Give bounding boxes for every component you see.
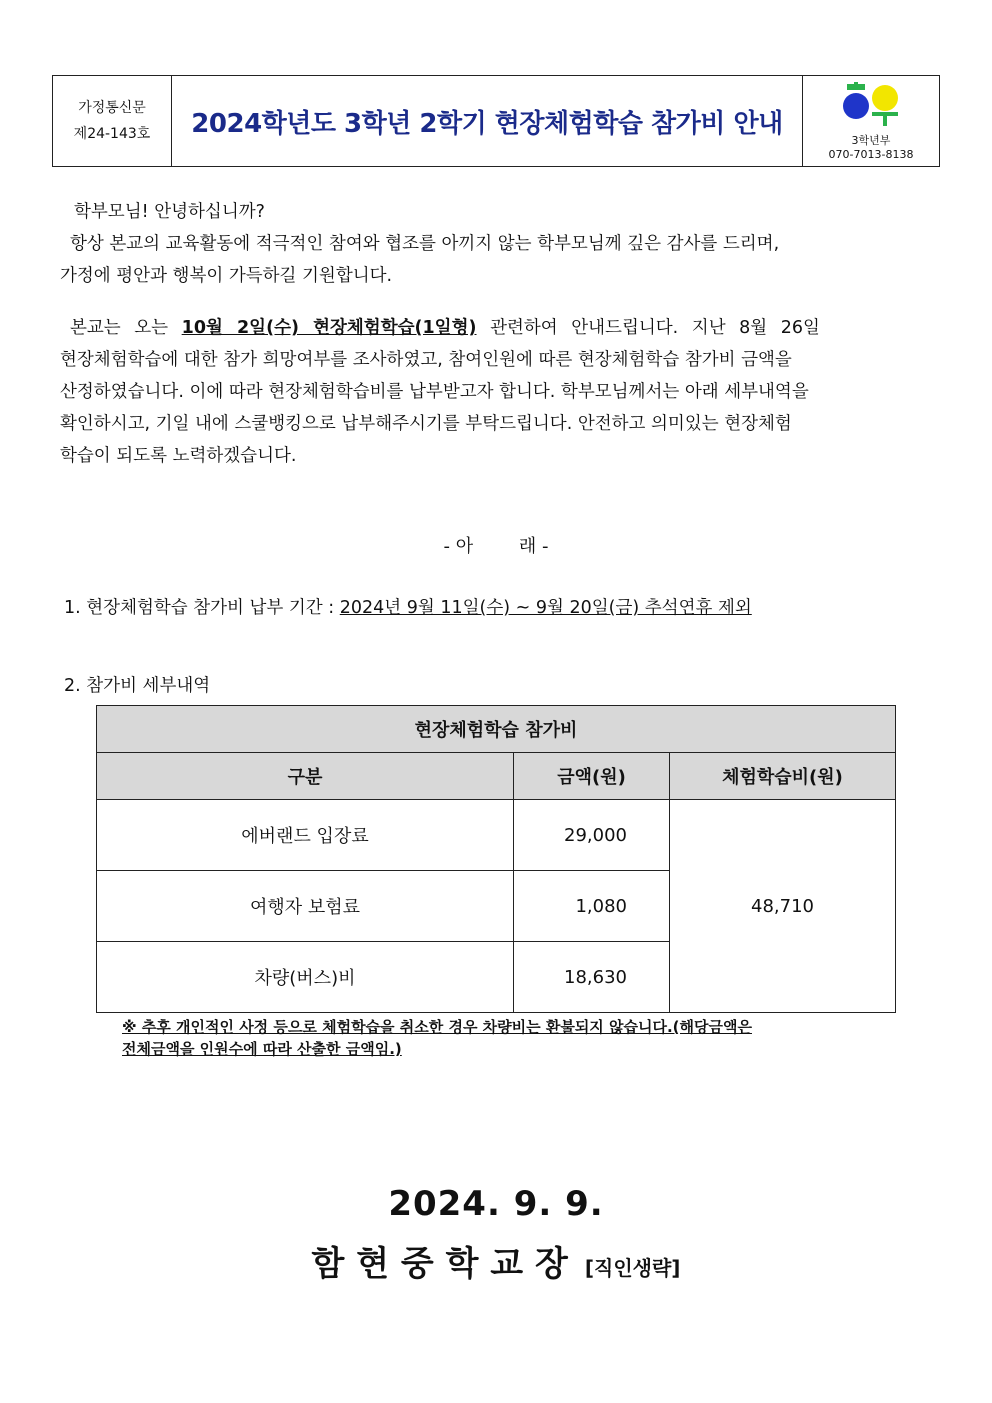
notice-type: 가정통신문 xyxy=(78,100,146,116)
fee-item: 여행자 보험료 xyxy=(97,871,514,942)
event-date-highlight: 10월 2일(수) 현장체험학습(1일형) xyxy=(181,318,477,338)
payment-period: 2024년 9월 11일(수) ~ 9월 20일(금) 추석연휴 제외 xyxy=(339,598,752,618)
greeting: 학부모님! 안녕하십니까? xyxy=(74,202,265,222)
notice-number: 제24-143호 xyxy=(73,126,151,142)
notice-id-box xyxy=(53,76,172,166)
col-total: 체험학습비(원) xyxy=(670,753,896,800)
signature xyxy=(0,1236,992,1285)
intro-paragraph-2 xyxy=(60,312,932,472)
intro-p2-line2: 현장체험학습에 대한 참가 희망여부를 조사하였고, 참여인원에 따른 현장체험학습 참가비 금액을 xyxy=(60,350,792,370)
section-fee-details: 2. 참가비 세부내역 xyxy=(64,676,211,696)
fee-table-title-row xyxy=(97,706,896,753)
intro-p2-line4: 확인하시고, 기일 내에 스쿨뱅킹으로 납부해주시기를 부탁드립니다. 안전하고 의미있는 현장체험 xyxy=(60,414,792,434)
refund-note xyxy=(122,1016,882,1060)
intro-p2-line3: 산정하였습니다. 이에 따라 현장체험학습비를 납부받고자 합니다. 학부모님께서는 아래 세부내역을 xyxy=(60,382,809,402)
refund-note-line1: ※ 추후 개인적인 사정 등으로 체험학습을 취소한 경우 차량비는 환불되지 않습니다.(해당금액은 xyxy=(122,1018,752,1036)
principal-title: 함 현 중 학 교 장 xyxy=(311,1244,568,1284)
school-logo-box xyxy=(802,76,939,166)
intro-p2-line1: 본교는 오는 10월 2일(수) 현장체험학습(1일형) 관련하여 안내드립니다. 지난 8월 26일 xyxy=(70,318,820,338)
fee-item: 에버랜드 입장료 xyxy=(97,800,514,871)
fee-table-header-row xyxy=(97,753,896,800)
phone-number: 070-7013-8138 xyxy=(828,148,914,161)
school-logo-icon xyxy=(839,82,903,128)
intro-p1-line2: 가정에 평안과 행복이 가득하길 기원합니다. xyxy=(60,266,393,286)
col-amount: 금액(원) xyxy=(514,753,670,800)
document-title: 2024학년도 3학년 2학기 현장체험학습 참가비 안내 xyxy=(191,108,783,139)
fee-table xyxy=(96,705,896,1013)
table-row xyxy=(97,800,896,871)
issue-date: 2024. 9. 9. xyxy=(388,1184,604,1224)
section-payment-period xyxy=(64,592,936,624)
fee-table-title: 현장체험학습 참가비 xyxy=(97,706,896,753)
seal-omitted-note: [직인생략] xyxy=(584,1256,681,1280)
section1-label: 1. 현장체험학습 참가비 납부 기간 : xyxy=(64,598,340,618)
notice-header xyxy=(52,75,940,167)
fee-amount: 1,080 xyxy=(514,871,670,942)
intro-p2-line5: 학습이 되도록 노력하겠습니다. xyxy=(60,446,297,466)
fee-amount: 29,000 xyxy=(514,800,670,871)
fee-item: 차량(버스)비 xyxy=(97,942,514,1013)
refund-note-line2: 전체금액을 인원수에 따라 산출한 금액임.) xyxy=(122,1040,402,1058)
fee-total: 48,710 xyxy=(670,800,896,1013)
fee-amount: 18,630 xyxy=(514,942,670,1013)
intro-paragraph-1 xyxy=(60,228,932,292)
intro-p1-line1: 항상 본교의 교육활동에 적극적인 참여와 협조를 아끼지 않는 학부모님께 깊은 감사를 드리며, xyxy=(70,234,780,254)
department: 3학년부 xyxy=(851,134,891,147)
col-category: 구분 xyxy=(97,753,514,800)
below-marker: - 아 래 - xyxy=(443,536,549,557)
